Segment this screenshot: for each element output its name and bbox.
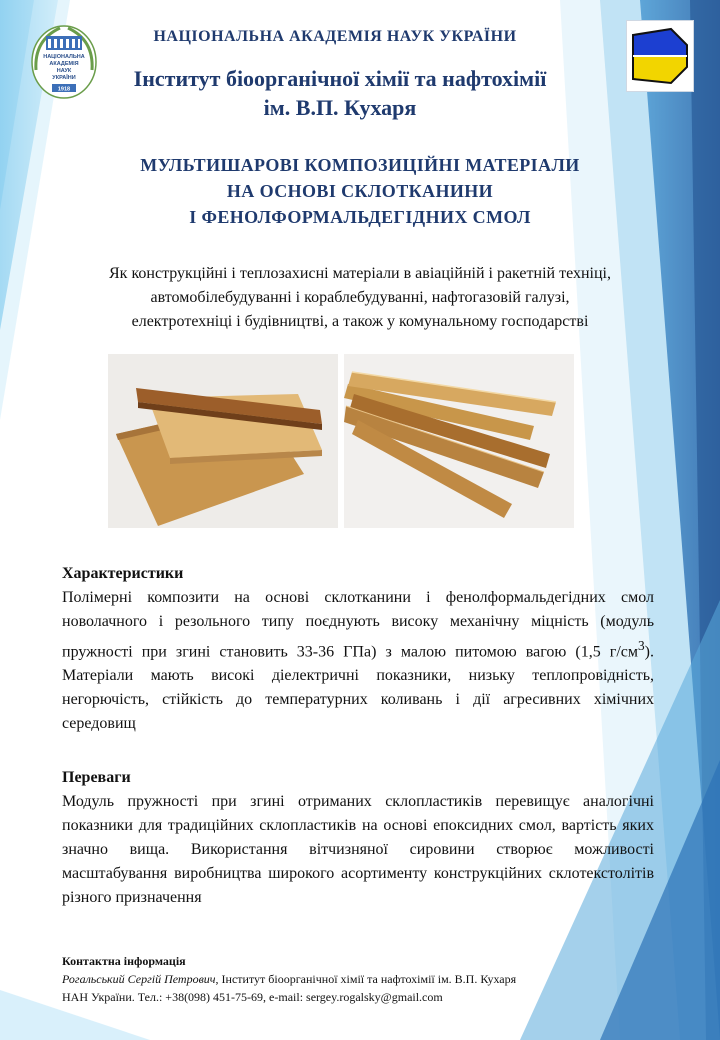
advantages-section [62, 766, 654, 910]
advantages-heading: Переваги [62, 769, 131, 786]
composite-strips-photo [344, 354, 574, 528]
emblem-text-line1: НАЦІОНАЛЬНА [43, 54, 85, 60]
emblem-text-line3: НАУК [56, 68, 72, 74]
emblem-text-line2: АКАДЕМІЯ [49, 61, 79, 67]
contact-line2: НАН України. Тел.: +38(098) 451-75-69, e-mail: sergey.rogalsky@gmail.com [62, 990, 443, 1004]
characteristics-body [62, 586, 654, 736]
institute-name-line1: Інститут біоорганічної хімії та нафтохімії [133, 66, 547, 91]
characteristics-section [62, 562, 654, 736]
contact-affiliation: , Інститут біоорганічної хімії та нафтохімії ім. В.П. Кухаря [215, 972, 517, 986]
characteristics-superscript: 3 [638, 638, 645, 653]
title-line2: НА ОСНОВІ СКЛОТКАНИНИ [226, 181, 494, 201]
contact-line1 [62, 970, 662, 988]
institute-name-line2: ім. В.П. Кухаря [263, 95, 417, 120]
composite-plates-photo [108, 354, 338, 528]
institute-logo-icon [626, 20, 694, 92]
academy-name: НАЦІОНАЛЬНА АКАДЕМІЯ НАУК УКРАЇНИ [153, 28, 517, 45]
contact-info [62, 952, 662, 1006]
characteristics-heading: Характеристики [62, 565, 184, 582]
intro-line3: електротехніці і будівництві, а також у комунальному господарстві [131, 313, 589, 330]
emblem-text-line4: УКРАЇНИ [52, 75, 76, 81]
intro-text [40, 262, 680, 334]
title-line1: МУЛЬТИШАРОВІ КОМПОЗИЦІЙНІ МАТЕРІАЛИ [140, 155, 580, 175]
contact-heading: Контактна інформація [62, 954, 186, 968]
page-title [60, 152, 660, 230]
characteristics-text-part1: Полімерні композити на основі склотканини і фенолформальдегідних смол новолачного і резольного типу поєднують високу механічну міцність (модуль пружності при згині становить 33-36 ГПа) з малою питомою вагою (1,5 г/см [62, 589, 654, 661]
advantages-body: Модуль пружності при згині отриманих склопластиків перевищує аналогічні показники для традиційних склопластиків на основі епоксидних смол, вартість яких значно вища. Використання вітчизняної сировини створює можливості масштабування виробництва широкого асортименту конструкційних склотекстолітів різного призначення [62, 793, 654, 906]
emblem-year: 1918 [57, 86, 71, 93]
intro-line2: автомобілебудуванні і кораблебудуванні, нафтогазовій галузі, [150, 289, 570, 306]
contact-name: Рогальський Сергій Петрович [62, 972, 216, 986]
institute-name [80, 64, 600, 122]
intro-line1: Як конструкційні і теплозахисні матеріали в авіаційній і ракетній техніці, [109, 265, 611, 282]
title-line3: І ФЕНОЛФОРМАЛЬДЕГІДНИХ СМОЛ [189, 207, 531, 227]
characteristics-text-part2: ). Матеріали мають високі діелектричні показники, низьку теплопровідність, негорючість, стійкість до температурних коливань і дії агресивних хімічних середовищ [62, 643, 654, 733]
